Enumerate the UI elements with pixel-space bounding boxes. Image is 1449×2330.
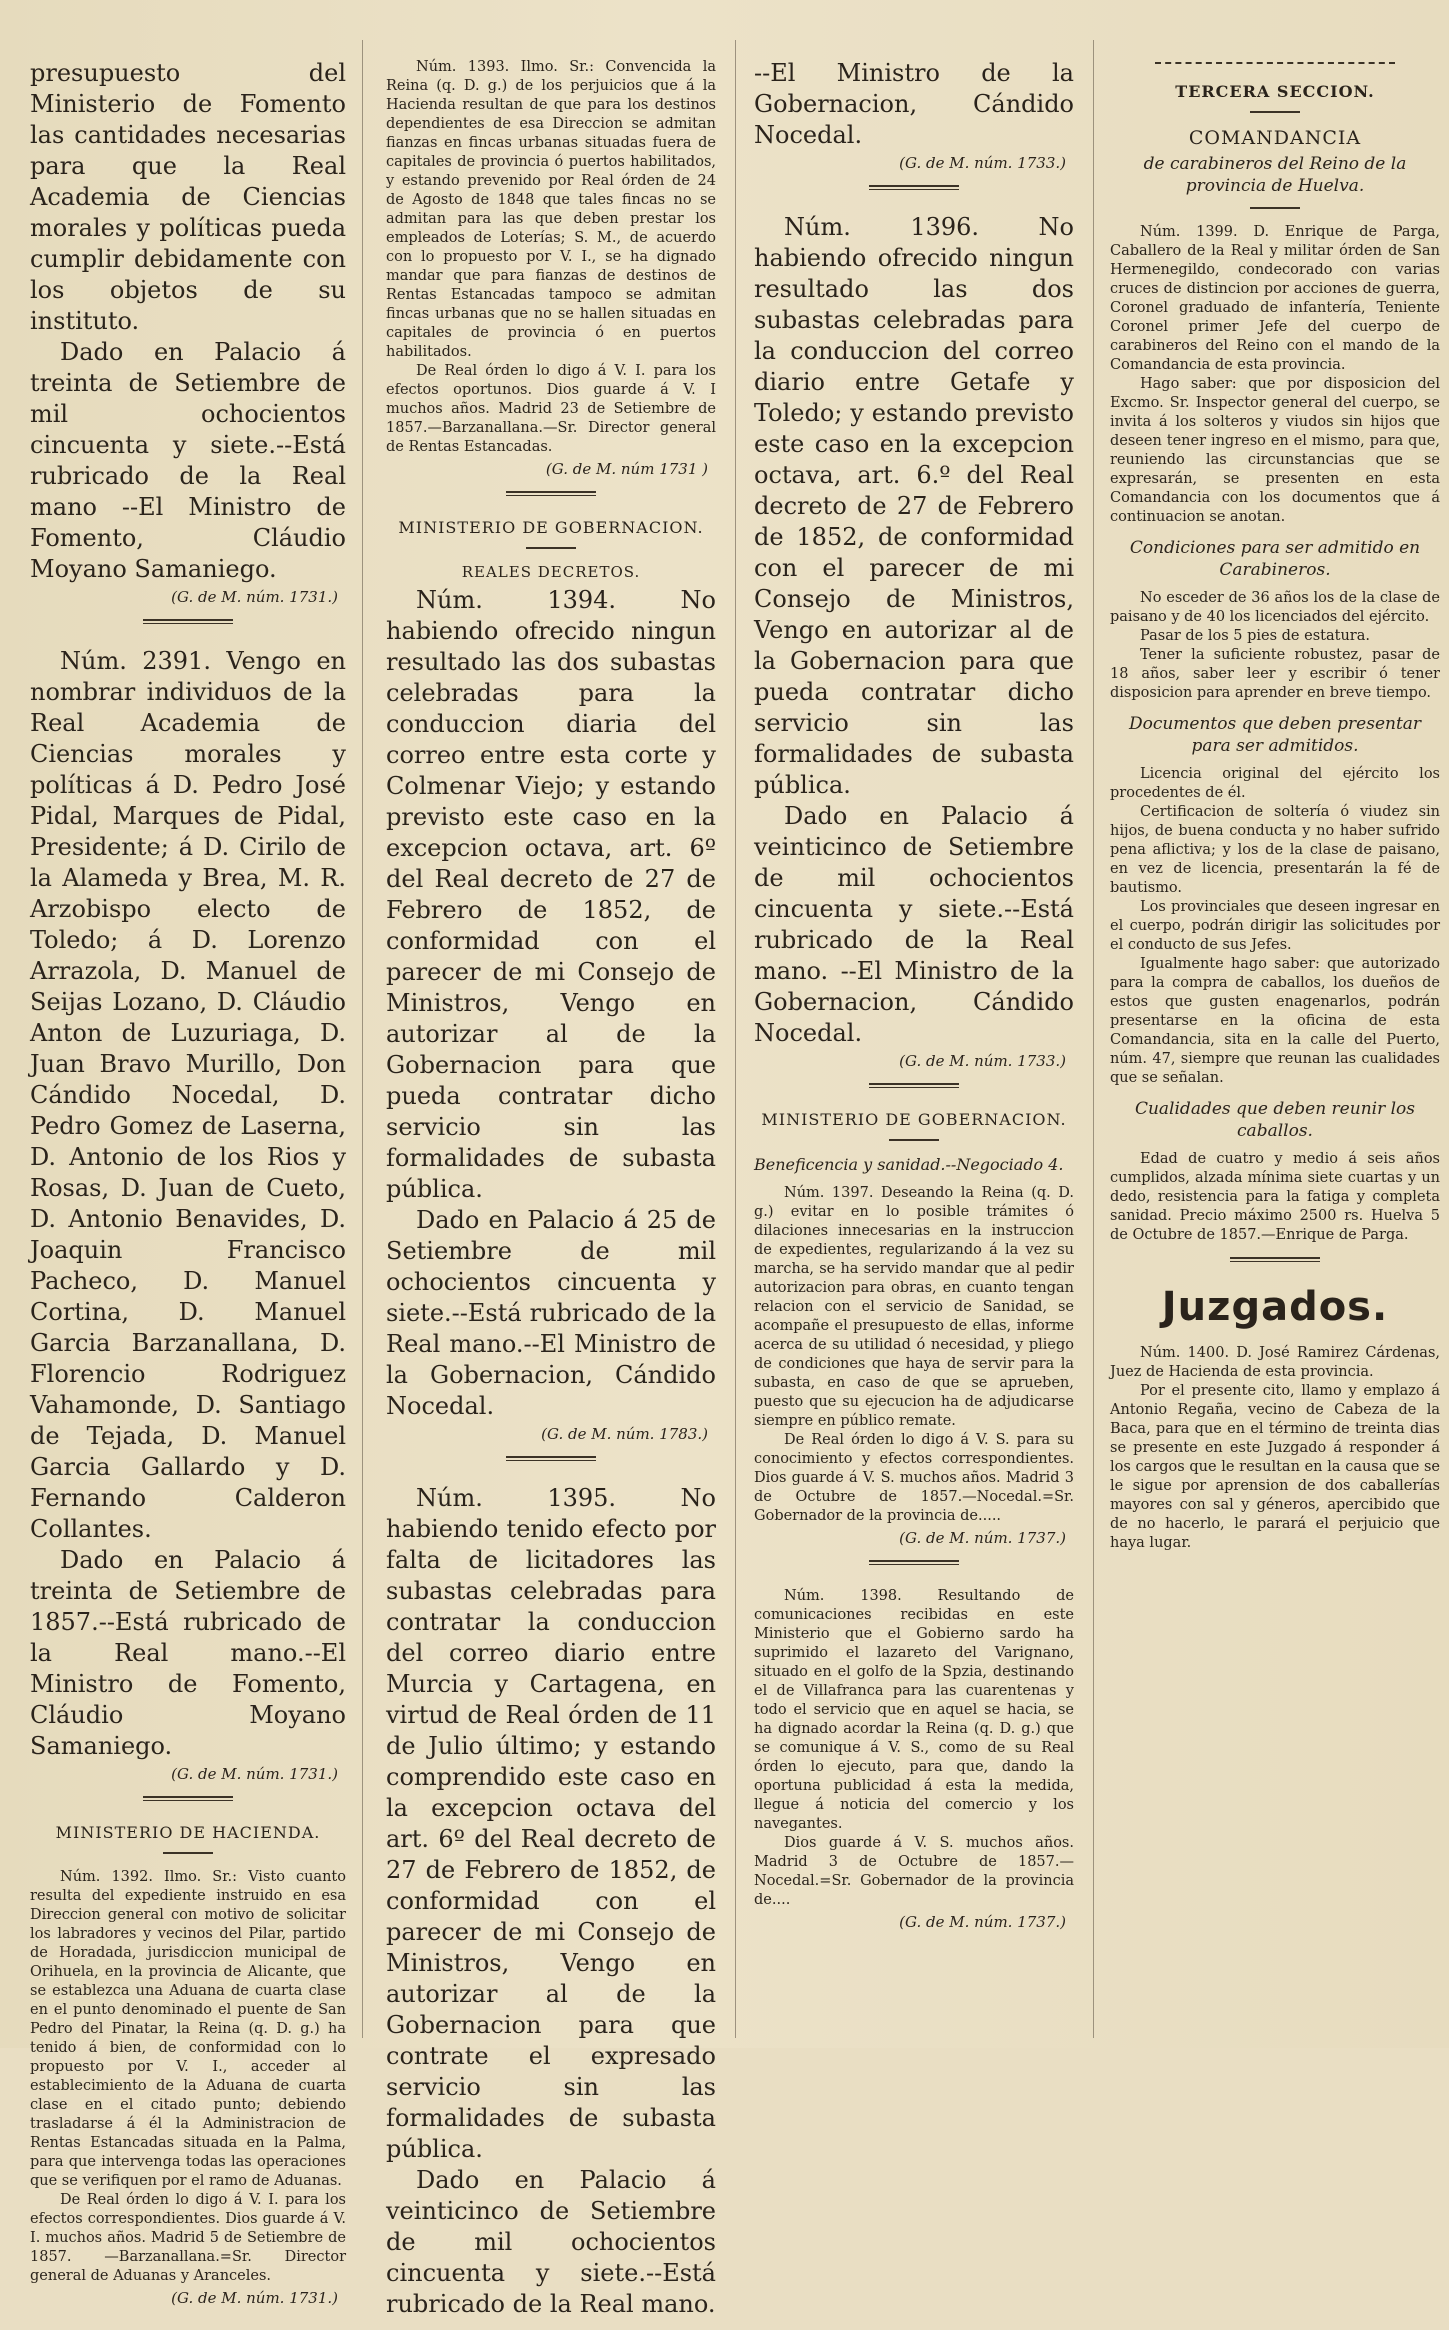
article-body: De Real órden lo digo á V. I. para los efectos correspondientes. Dios guarde á V. I. muchos años. Madrid 5 de Setiembre de 1857. —Barzanallana.=Sr. Director general de Aduanas y Aranceles. [30,2192,346,2284]
separator [1230,1257,1320,1262]
column-rule [362,40,363,2038]
separator [506,1456,596,1461]
separator [143,1796,233,1801]
article-body: Licencia original del ejército los procedentes de él. [1110,766,1440,801]
article-body: Núm. 1394. No habiendo ofrecido ningun resultado las dos subastas celebradas para la conduccion diaria del correo entre esta corte y Colmenar Viejo; y estando previsto este caso en la excepcion octava, art. 6º del Real decreto de 27 de Febrero de 1852, de conformidad con el parecer de mi Consejo de Ministros, Vengo en autorizar al de la Gobernacion para que pueda contratar dicho servicio sin las formalidades de subasta pública. [386,586,716,1203]
separator [143,619,233,624]
article-1397 [754,1184,1074,1548]
gazette-citation: (G. de M. núm. 1731.) [171,588,338,606]
article-body: Dado en Palacio á veinticinco de Setiembre de mil ochocientos cincuenta y siete.--Está rubricado de la Real mano. [386,2166,716,2318]
article-body: Igualmente hago saber: que autorizado para la compra de caballos, los dueños de estos que gusten enagenarlos, podrán presentarse en la oficina de esta Comandancia, sita en la calle del Puerto, núm. 47, siempre que reunan las cualidades que se señalan. [1110,956,1440,1086]
gazette-citation: (G. de M. núm. 1783.) [541,1425,708,1443]
section-heading: TERCERA SECCION. [1175,82,1375,101]
gazette-citation: (G. de M. núm. 1737.) [899,1913,1066,1931]
column-rule [735,40,736,2038]
comandancia-subtitle: de carabineros del Reino de la provincia de Huelva. [1143,154,1407,196]
gazette-citation: (G. de M. núm 1731 ) [545,460,708,478]
comandancia-title: COMANDANCIA [1188,127,1362,149]
gazette-citation: (G. de M. núm. 1733.) [899,154,1066,172]
article-body: Núm. 1399. D. Enrique de Parga, Caballero de la Real y militar órden de San Hermenegildo, condecorado con varias cruces de distincion por acciones de guerra, Coronel graduado de infantería, Teniente Coronel primer Jefe del cuerpo de carabineros del Reino con el mando de la Comandancia de esta provincia. [1110,224,1440,373]
gazette-citation: (G. de M. núm. 1731.) [171,2289,338,2307]
article-body: --El Ministro de la Gobernacion, Cándido Nocedal. [754,59,1074,149]
article-body: Certificacion de soltería ó viudez sin hijos, de buena conducta y no haber sufrido pena aflictiva; y los de la clase de paisano, en vez de licencia, presentarán la fé de bautismo. [1110,804,1440,896]
article-body: De Real órden lo digo á V. I. para los efectos oportunos. Dios guarde á V. I muchos años. Madrid 23 de Setiembre de 1857.—Barzanallana.—Sr. Director general de Rentas Estancadas. [386,363,716,455]
article-1393 [386,58,716,479]
subsection-heading: Beneficencia y sanidad.--Negociado 4. [754,1155,1064,1174]
separator [506,491,596,496]
section-heading: MINISTERIO DE GOBERNACION. [761,1110,1067,1129]
column-rule [1093,40,1094,2038]
separator [869,1560,959,1565]
article-body: Pasar de los 5 pies de estatura. [1140,628,1370,644]
article-body: Dado en Palacio á 25 de Setiembre de mil ochocientos cincuenta y siete.--Está rubricado de la Real mano.--El Ministro de la Gobernacion, Cándido Nocedal. [386,1206,716,1420]
column-3 [754,58,1074,1942]
article-body: Hago saber: que por disposicion del Excmo. Sr. Inspector general del cuerpo, se invita á los solteros y viudos sin hijos que deseen tener ingreso en el mismo, para que, reuniendo las circunstancias que se expresarán, se presenten en esta Comandancia con los documentos que á continuacion se anotan. [1110,376,1440,525]
article-2391 [30,646,346,1784]
gazette-citation: (G. de M. núm. 1733.) [899,1052,1066,1070]
article-body: Núm. 1392. Ilmo. Sr.: Visto cuanto resulta del expediente instruido en esa Direccion general con motivo de solicitar los labradores y vecinos del Pilar, partido de Horadada, jurisdiccion municipal de Orihuela, en la provincia de Alicante, que se establezca una Aduana de cuarta clase en el punto denominado el puente de San Pedro del Pinatar, la Reina (q. D. g.) ha tenido á bien, de conformidad con lo propuesto por V. I., acceder al establecimiento de la Aduana de cuarta clase en el citado punto; debiendo trasladarse á él la Administracion de Rentas Estancadas situada en la Palma, para que intervenga todas las operaciones que se verifiquen por el ramo de Aduanas. [30,1869,346,2189]
article-continued [30,58,346,607]
gazette-citation: (G. de M. núm. 1737.) [899,1529,1066,1547]
column-4 [1110,58,1440,1563]
article-1395 [386,1483,716,2320]
article-1399 [1110,223,1440,527]
article-body: Núm. 1396. No habiendo ofrecido ningun resultado las dos subastas celebradas para la conduccion del correo diario entre Getafe y Toledo; y estando previsto este caso en la excepcion octava, art. 6.º del Real decreto de 27 de Febrero de 1852, de conformidad con el parecer de mi Consejo de Ministros, Vengo en autorizar al de la Gobernacion para que pueda contratar dicho servicio sin las formalidades de subasta pública. [754,213,1074,799]
subsection-heading: REALES DECRETOS. [461,563,641,581]
article-body: Por el presente cito, llamo y emplazo á Antonio Regaña, vecino de Cabeza de la Baca, para que en el término de treinta dias se presente en este Juzgado á responder á los cargos que le resultan en la causa que se le sigue por aprension de dos caballerías mayores con sal y géneros, apercibido que de no hacerlo, le parará el perjuicio que haya lugar. [1110,1383,1440,1551]
conditions-list [1110,589,1440,703]
separator [869,1083,959,1088]
article-body: De Real órden lo digo á V. S. para su conocimiento y efectos correspondientes. Dios guarde á V. S. muchos años. Madrid 3 de Octubre de 1857.—Nocedal.=Sr. Gobernador de la provincia de..... [754,1432,1074,1524]
documents-list [1110,765,1440,1088]
article-1400 [1110,1344,1440,1553]
article-1392 [30,1868,346,2308]
subheading-conditions: Condiciones para ser admitido en Carabineros. [1129,538,1421,580]
article-body: presupuesto del Ministerio de Fomento las cantidades necesarias para que la Real Academia de Ciencias morales y políticas pueda cumplir debidamente con los objetos de su instituto. [30,59,346,335]
article-1398 [754,1587,1074,1932]
separator [869,185,959,190]
article-body: Núm. 1395. No habiendo tenido efecto por falta de licitadores las subastas celebradas para contratar la conduccion del correo diario entre Murcia y Cartagena, en virtud de Real órden de 11 de Julio último; y estando comprendido este caso en la excepcion octava del art. 6º del Real decreto de 27 de Febrero de 1852, de conformidad con el parecer de mi Consejo de Ministros, Vengo en autorizar al de la Gobernacion para que contrate el expresado servicio sin las formalidades de subasta pública. [386,1484,716,2163]
horses-qualities [1110,1150,1440,1245]
article-body: Tener la suficiente robustez, pasar de 18 años, saber leer y escribir ó tener disposicion para aprender en breve tiempo. [1110,647,1440,701]
article-body: Núm. 1400. D. José Ramirez Cárdenas, Juez de Hacienda de esta provincia. [1110,1345,1440,1380]
article-body: Dios guarde á V. S. muchos años. Madrid 3 de Octubre de 1857.—Nocedal.=Sr. Gobernador de la provincia de.... [754,1835,1074,1908]
article-body: Dado en Palacio á treinta de Setiembre de 1857.--Está rubricado de la Real mano.--El Ministro de Fomento, Cláudio Moyano Samaniego. [30,1546,346,1760]
separator [526,547,576,549]
subheading-documents: Documentos que deben presentar para ser admitidos. [1128,714,1422,756]
article-body: Núm. 1397. Deseando la Reina (q. D. g.) evitar en lo posible trámites ó dilaciones innecesarias en la instruccion de expedientes, regularizando á la vez su marcha, se ha servido mandar que al pedir autorizacion para obras, en cuanto tengan relacion con el servicio de Sanidad, se acompañe el presupuesto de ellas, informe acerca de su utilidad ó necesidad, y pliego de condiciones que haya de servir para la subasta, en caso de que se aprueben, puesto que su ejecucion ha de adjudicarse siempre en público remate. [754,1185,1074,1429]
article-1396 [754,212,1074,1071]
article-1394 [386,585,716,1444]
separator [1250,111,1300,113]
juzgados-heading: Juzgados. [1161,1284,1389,1330]
article-continued [754,58,1074,173]
article-body: No esceder de 36 años los de la clase de paisano y de 40 los licenciados del ejército. [1110,590,1440,625]
column-1 [30,58,346,2318]
article-body: Dado en Palacio á treinta de Setiembre de mil ochocientos cincuenta y siete.--Está rubricado de la Real mano --El Ministro de Fomento, Cláudio Moyano Samaniego. [30,338,346,583]
column-2 [386,58,716,2330]
separator [1155,62,1395,64]
article-body: Dado en Palacio á veinticinco de Setiembre de mil ochocientos cincuenta y siete.--Está rubricado de la Real mano. --El Ministro de la Gobernacion, Cándido Nocedal. [754,802,1074,1047]
subheading-horses: Cualidades que deben reunir los caballos. [1134,1099,1416,1141]
article-body: Los provinciales que deseen ingresar en el cuerpo, podrán dirigir las solicitudes por el conducto de sus Jefes. [1110,899,1440,953]
gazette-citation: (G. de M. núm. 1731.) [171,1765,338,1783]
section-heading: MINISTERIO DE GOBERNACION. [398,518,704,537]
article-body: Núm. 1393. Ilmo. Sr.: Convencida la Reina (q. D. g.) de los perjuicios que á la Hacienda resultan de que para los destinos dependientes de esa Direccion se admitan fianzas en fincas urbanas situadas fuera de capitales de provincia ó puertos habilitados, y estando prevenido por Real órden de 24 de Agosto de 1848 que tales fincas no se admitan para las que deben prestar los empleados de Loterías; S. M., de acuerdo con lo propuesto por V. I., se ha dignado mandar que para fianzas de destinos de Rentas Estancadas tampoco se admitan fincas urbanas que no se hallen situadas en capitales de provincia ó en puertos habilitados. [386,59,716,360]
section-heading: MINISTERIO DE HACIENDA. [55,1823,321,1842]
article-body: Núm. 2391. Vengo en nombrar individuos de la Real Academia de Ciencias morales y políticas á D. Pedro José Pidal, Marques de Pidal, Presidente; á D. Cirilo de la Alameda y Brea, M. R. Arzobispo electo de Toledo; á D. Lorenzo Arrazola, D. Manuel de Seijas Lozano, D. Cláudio Anton de Luzuriaga, D. Juan Bravo Murillo, Don Cándido Nocedal, D. Pedro Gomez de Laserna, D. Antonio de los Rios y Rosas, D. Juan de Cueto, D. Antonio Benavides, D. Joaquin Francisco Pacheco, D. Manuel Cortina, D. Manuel Garcia Barzanallana, D. Florencio Rodriguez Vahamonde, D. Santiago de Tejada, D. Manuel Garcia Gallardo y D. Fernando Calderon Collantes. [30,647,346,1543]
article-body: Núm. 1398. Resultando de comunicaciones recibidas en este Ministerio que el Gobierno sardo ha suprimido el lazareto del Varignano, situado en el golfo de la Spzia, destinando el de Villafranca para las cuarentenas y todo el servicio que en aquel se hacia, se ha dignado acordar la Reina (q. D. g.) que se comunique á V. S., como de su Real órden lo ejecuto, para que, dando la oportuna publicidad á esta la medida, llegue á noticia del comercio y los navegantes. [754,1588,1074,1832]
separator [163,1852,213,1854]
separator [889,1139,939,1141]
separator [1250,207,1300,209]
article-body: Edad de cuatro y medio á seis años cumplidos, alzada mínima siete cuartas y un dedo, resistencia para la fatiga y completa sanidad. Precio máximo 2500 rs. Huelva 5 de Octubre de 1857.—Enrique de Parga. [1110,1151,1440,1243]
